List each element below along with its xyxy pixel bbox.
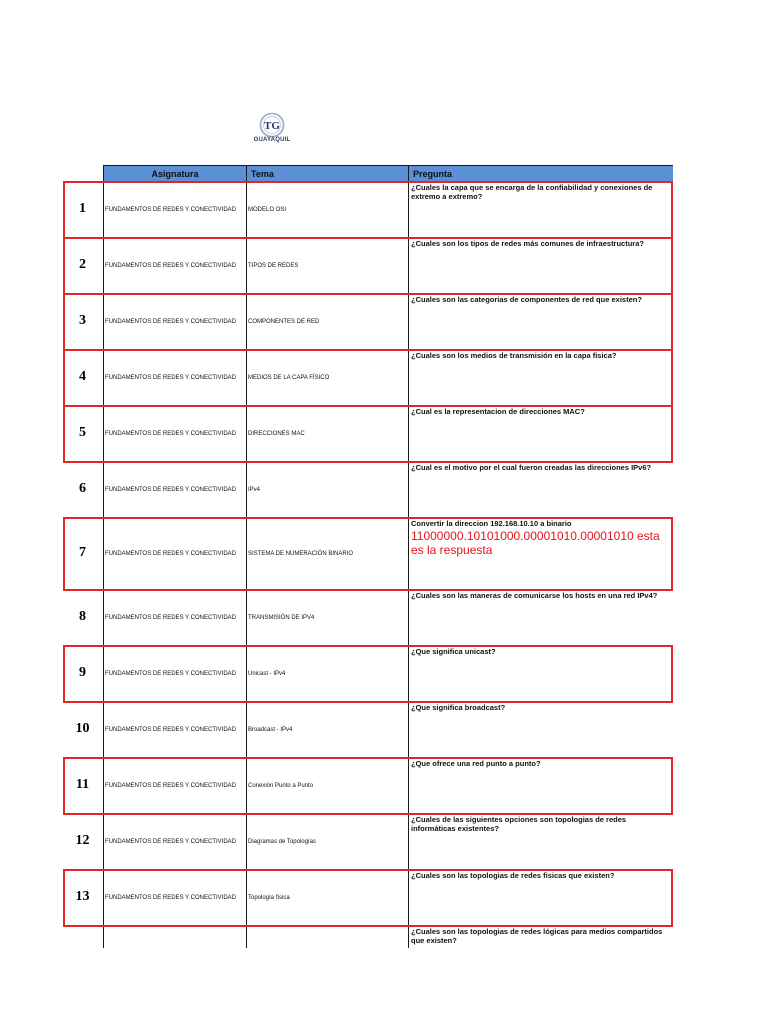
table-row bbox=[104, 294, 674, 350]
cell-pregunta bbox=[409, 294, 674, 350]
table-row bbox=[104, 814, 674, 870]
row-number: 1 bbox=[79, 200, 86, 216]
cell-asignatura: FUNDAMENTOS DE REDES Y CONECTIVIDAD bbox=[104, 182, 247, 238]
cell-tema: TRANSMISIÓN DE IPV4 bbox=[247, 590, 409, 646]
cell-tema: Conexión Punto a Punto bbox=[247, 758, 409, 814]
question-text: ¿Que ofrece una red punto a punto? bbox=[411, 759, 541, 768]
row-number: 9 bbox=[79, 664, 86, 680]
question-text: ¿Cuales la capa que se encarga de la confiabilidad y conexiones de extremo a extremo? bbox=[411, 183, 653, 201]
cell-pregunta bbox=[409, 462, 674, 518]
table-row bbox=[104, 758, 674, 814]
table-body bbox=[104, 182, 674, 949]
cell-tema: Unicast - IPv4 bbox=[247, 646, 409, 702]
question-text: ¿Cuales son las topologias de redes fisicas que existen? bbox=[411, 871, 615, 880]
cell-pregunta bbox=[409, 590, 674, 646]
table-row bbox=[104, 590, 674, 646]
table-row bbox=[104, 518, 674, 590]
question-table bbox=[103, 165, 673, 948]
institution-logo bbox=[246, 112, 298, 154]
header-asignatura: Asignatura bbox=[104, 166, 247, 182]
question-text: ¿Cual es el motivo por el cual fueron creadas las direcciones IPv6? bbox=[411, 463, 652, 472]
question-text: ¿Cuales de las siguientes opciones son topologias de redes informáticas existentes? bbox=[411, 815, 627, 833]
cell-asignatura: FUNDAMENTOS DE REDES Y CONECTIVIDAD bbox=[104, 870, 247, 926]
cell-asignatura: FUNDAMENTOS DE REDES Y CONECTIVIDAD bbox=[104, 814, 247, 870]
row-number: 6 bbox=[79, 480, 86, 496]
question-text: ¿Cuales son las categorias de componentes de red que existen? bbox=[411, 295, 642, 304]
table-row bbox=[104, 926, 674, 949]
row-number: 4 bbox=[79, 368, 86, 384]
cell-pregunta bbox=[409, 182, 674, 238]
table-row bbox=[104, 870, 674, 926]
question-text: ¿Que significa broadcast? bbox=[411, 703, 506, 712]
table-header-row bbox=[104, 166, 674, 182]
cell-asignatura: FUNDAMENTOS DE REDES Y CONECTIVIDAD bbox=[104, 350, 247, 406]
cell-asignatura: FUNDAMENTOS DE REDES Y CONECTIVIDAD bbox=[104, 238, 247, 294]
table-row bbox=[104, 702, 674, 758]
cell-asignatura: FUNDAMENTOS DE REDES Y CONECTIVIDAD bbox=[104, 518, 247, 590]
question-text: Convertir la direccion 192.168.10.10 a binario bbox=[411, 519, 572, 528]
cell-tema: Diagramas de Topologías bbox=[247, 814, 409, 870]
logo-emblem-icon bbox=[259, 112, 285, 138]
cell-tema: MEDIOS DE LA CAPA FÍSICO bbox=[247, 350, 409, 406]
cell-tema: SISTEMA DE NUMERACIÓN BINARIO bbox=[247, 518, 409, 590]
question-text: ¿Cuales son los medios de transmisión en la capa fisica? bbox=[411, 351, 617, 360]
cell-pregunta bbox=[409, 518, 674, 590]
cell-pregunta bbox=[409, 702, 674, 758]
cell-tema: TIPOS DE REDES bbox=[247, 238, 409, 294]
cell-pregunta bbox=[409, 758, 674, 814]
row-number: 3 bbox=[79, 312, 86, 328]
cell-asignatura: FUNDAMENTOS DE REDES Y CONECTIVIDAD bbox=[104, 702, 247, 758]
table-row bbox=[104, 406, 674, 462]
cell-pregunta bbox=[409, 926, 674, 949]
row-number: 8 bbox=[79, 608, 86, 624]
row-number: 7 bbox=[79, 544, 86, 560]
row-number: 10 bbox=[75, 720, 90, 736]
row-number: 11 bbox=[75, 776, 90, 792]
cell-tema bbox=[247, 926, 409, 949]
cell-asignatura: FUNDAMENTOS DE REDES Y CONECTIVIDAD bbox=[104, 758, 247, 814]
cell-tema: IPv4 bbox=[247, 462, 409, 518]
header-tema: Tema bbox=[247, 166, 409, 182]
cell-tema: Topología física bbox=[247, 870, 409, 926]
table-row bbox=[104, 462, 674, 518]
cell-asignatura: FUNDAMENTOS DE REDES Y CONECTIVIDAD bbox=[104, 590, 247, 646]
logo-caption: GUAYAQUIL bbox=[253, 137, 291, 143]
table-row bbox=[104, 182, 674, 238]
cell-asignatura: FUNDAMENTOS DE REDES Y CONECTIVIDAD bbox=[104, 294, 247, 350]
cell-tema: Broadcast - IPv4 bbox=[247, 702, 409, 758]
question-text: ¿Cual es la representacion de direcciones MAC? bbox=[411, 407, 585, 416]
cell-asignatura bbox=[104, 926, 247, 949]
question-table-container bbox=[103, 165, 673, 948]
row-number: 13 bbox=[75, 888, 90, 904]
question-text: ¿Cuales son los tipos de redes más comunes de infraestructura? bbox=[411, 239, 644, 248]
table-row bbox=[104, 646, 674, 702]
cell-pregunta bbox=[409, 406, 674, 462]
cell-pregunta bbox=[409, 238, 674, 294]
row-number: 2 bbox=[79, 256, 86, 272]
table-row bbox=[104, 238, 674, 294]
logo-mark: TG bbox=[264, 120, 280, 132]
row-number: 12 bbox=[75, 832, 90, 848]
question-text: ¿Cuales son las topologias de redes lógicas para medios compartidos que existen? bbox=[411, 927, 663, 945]
cell-tema: MODELO OSI bbox=[247, 182, 409, 238]
cell-pregunta bbox=[409, 646, 674, 702]
cell-asignatura: FUNDAMENTOS DE REDES Y CONECTIVIDAD bbox=[104, 646, 247, 702]
table-row bbox=[104, 350, 674, 406]
cell-tema: COMPONENTES DE RED bbox=[247, 294, 409, 350]
cell-pregunta bbox=[409, 814, 674, 870]
question-text: ¿Cuales son las maneras de comunicarse los hosts en una red IPv4? bbox=[411, 591, 658, 600]
cell-pregunta bbox=[409, 350, 674, 406]
answer-text: 11000000.10101000.00001010.00001010 esta es la respuesta bbox=[411, 529, 660, 557]
cell-asignatura: FUNDAMENTOS DE REDES Y CONECTIVIDAD bbox=[104, 462, 247, 518]
question-text: ¿Que significa unicast? bbox=[411, 647, 496, 656]
cell-asignatura: FUNDAMENTOS DE REDES Y CONECTIVIDAD bbox=[104, 406, 247, 462]
header-pregunta: Pregunta bbox=[409, 166, 674, 182]
row-number: 5 bbox=[79, 424, 86, 440]
cell-tema: DIRECCIONES MAC bbox=[247, 406, 409, 462]
cell-pregunta bbox=[409, 870, 674, 926]
